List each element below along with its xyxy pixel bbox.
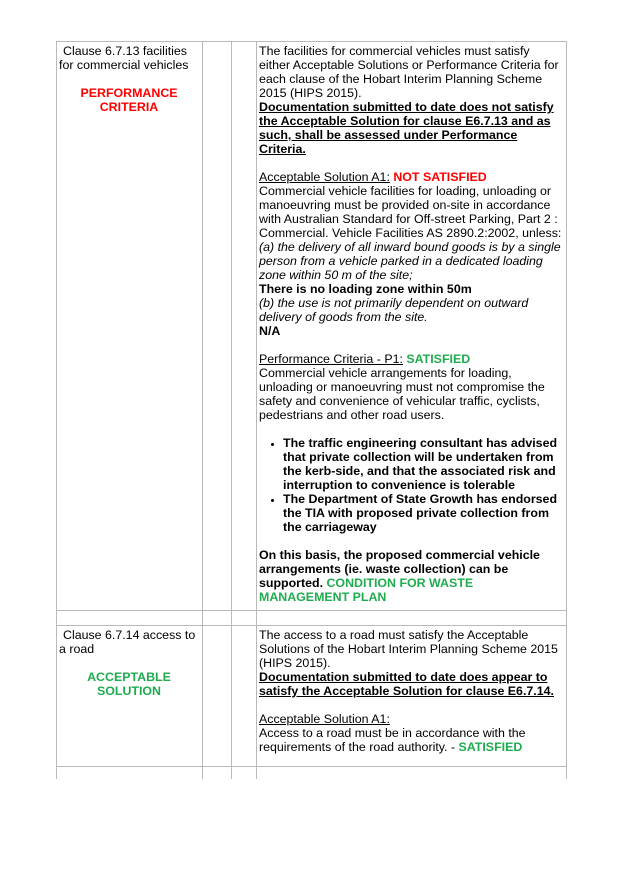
empty-cell xyxy=(203,42,232,611)
status-badge: NOT SATISFIED xyxy=(393,170,487,184)
condition-b-response: N/A xyxy=(259,324,281,338)
status-badge: SATISFIED xyxy=(406,352,471,366)
table-row xyxy=(57,626,567,767)
acceptable-solution-label: Acceptable Solution A1: xyxy=(259,170,390,184)
clause-title xyxy=(57,42,202,72)
documentation-statement: Documentation submitted to date does appear to satisfy the Acceptable Solution for clause E6.7.14. xyxy=(259,670,554,698)
condition-a: (a) the delivery of all inward bound goods is by a single person from a vehicle parked in a dedicated loading zone within 50 m of the site; xyxy=(259,240,561,282)
performance-criteria-label: Performance Criteria - P1: xyxy=(259,352,403,366)
empty-cell xyxy=(203,626,232,767)
conclusion-text xyxy=(259,548,564,604)
advice-list xyxy=(259,436,564,534)
conclusion-sentence: On this basis, the proposed commercial vehicle arrangements (ie. waste collection) can be supported. xyxy=(259,548,540,590)
clause-title xyxy=(57,626,202,656)
verdict-badge: PERFORMANCE CRITERIA xyxy=(80,86,178,114)
clause-title-line: for commercial vehicles xyxy=(59,58,189,72)
list-item: • The traffic engineering consultant has advised that private collection will be undertaken from the kerb-side, and that the associated risk and interruption to convenience is tolerable xyxy=(283,436,564,492)
intro-text: The facilities for commercial vehicles must satisfy either Acceptable Solutions or Performance Criteria for each clause of the Hobart Interim Planning Scheme 2015 (HIPS 2015). xyxy=(259,44,559,100)
clause-cell xyxy=(57,42,203,611)
list-item: • The Department of State Growth has endorsed the TIA with proposed private collection from the carriageway xyxy=(283,492,564,534)
condition-a-response: There is no loading zone within 50m xyxy=(259,282,472,296)
acceptable-solution-label: Acceptable Solution A1: xyxy=(259,712,390,726)
empty-cell xyxy=(232,42,257,611)
assessment-cell xyxy=(257,626,567,767)
spacer-row xyxy=(57,767,567,780)
acceptable-solution-heading xyxy=(259,170,564,184)
spacer-row xyxy=(57,611,567,626)
clause-title-line: a road xyxy=(59,642,95,656)
documentation-statement: Documentation submitted to date does not satisfy the Acceptable Solution for clause E6.7.13 and as such, shall be assessed under Performance Criteria. xyxy=(259,100,554,156)
intro-text: The access to a road must satisfy the Acceptable Solutions of the Hobart Interim Planning Scheme 2015 (HIPS 2015). xyxy=(259,628,558,670)
assessment-cell xyxy=(257,42,567,611)
status-badge: SATISFIED xyxy=(458,740,523,754)
clause-title-line: Clause 6.7.14 access to xyxy=(63,628,196,642)
clause-title-line: Clause 6.7.13 facilities xyxy=(63,44,187,58)
verdict-badge: ACCEPTABLE SOLUTION xyxy=(87,670,171,698)
table-row xyxy=(57,42,567,611)
condition-note: CONDITION FOR WASTE MANAGEMENT PLAN xyxy=(259,576,474,604)
empty-cell xyxy=(232,626,257,767)
acceptable-solution-text: Commercial vehicle facilities for loading, unloading or manoeuvring must be provided on-site in accordance with Australian Standard for Off-street Parking, Part 2 : Commercial. Vehicle Facilities AS 2890.2:2002, unless: xyxy=(259,184,562,240)
performance-criteria-text: Commercial vehicle arrangements for loading, unloading or manoeuvring must not compromise the safety and convenience of vehicular traffic, cyclists, pedestrians and other road users. xyxy=(259,366,545,422)
acceptable-solution-text xyxy=(259,726,564,754)
assessment-table xyxy=(56,41,567,779)
acceptable-solution-sentence: Access to a road must be in accordance with the requirements of the road authority. - xyxy=(259,726,526,754)
condition-b: (b) the use is not primarily dependent on outward delivery of goods from the site. xyxy=(259,296,529,324)
clause-cell xyxy=(57,626,203,767)
performance-criteria-heading xyxy=(259,352,564,366)
